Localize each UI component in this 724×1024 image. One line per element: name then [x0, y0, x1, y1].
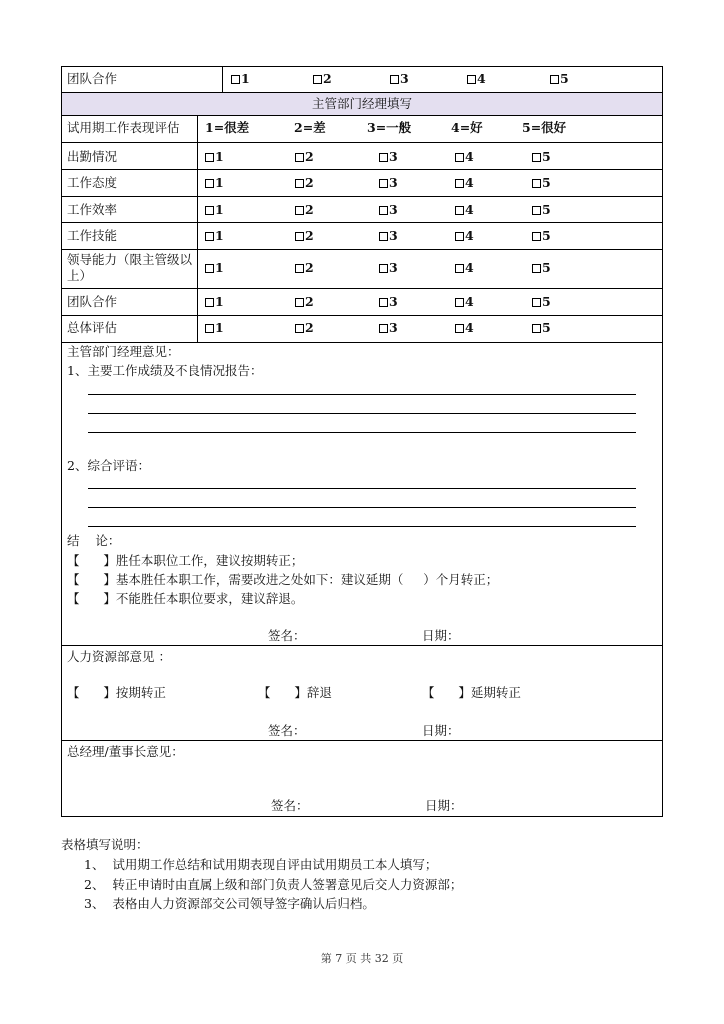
checkbox-icon [205, 153, 214, 162]
scale-item-1: 1=很差 [205, 120, 250, 135]
option-label: 2 [323, 71, 332, 86]
evaluation-form-table [61, 66, 663, 817]
manager-date-label: 日期： [422, 628, 460, 643]
team-row-option-4[interactable] [467, 71, 486, 87]
divider [61, 288, 663, 289]
writing-line[interactable] [88, 488, 636, 489]
manager-opinion-title: 主管部门经理意见： [67, 344, 180, 359]
checkbox-icon [205, 298, 214, 307]
option-label: 3 [389, 294, 398, 309]
option-label: 2 [305, 260, 314, 275]
rating-option-1-3[interactable] [379, 149, 398, 165]
checkbox-icon [532, 206, 541, 215]
rating-option-7-3[interactable] [379, 320, 398, 336]
team-row-option-5[interactable] [550, 71, 569, 87]
divider [61, 115, 663, 116]
rating-row-label-skills: 工作技能 [67, 228, 118, 243]
option-label: 3 [389, 260, 398, 275]
option-label: 2 [305, 175, 314, 190]
option-label: 5 [542, 175, 551, 190]
page-number: 第 7 页 共 32 页 [320, 952, 404, 965]
checkbox-icon [532, 264, 541, 273]
gm-date-label: 日期： [425, 798, 463, 813]
checkbox-icon [379, 153, 388, 162]
option-label: 1 [215, 228, 224, 243]
checkbox-icon [390, 75, 399, 84]
writing-line[interactable] [88, 413, 636, 414]
scale-item-2: 2=差 [294, 120, 326, 135]
checkbox-icon [205, 232, 214, 241]
rating-option-1-2[interactable] [295, 149, 314, 165]
checkbox-icon [455, 179, 464, 188]
writing-line[interactable] [88, 526, 636, 527]
checkbox-icon [379, 232, 388, 241]
conclusion-choice-dismiss[interactable]: 【 】不能胜任本职位要求，建议辞退。 [67, 591, 304, 606]
hr-choice-extend[interactable]: 【 】延期转正 [422, 685, 521, 700]
option-label: 5 [542, 260, 551, 275]
rating-option-2-1[interactable] [205, 175, 224, 191]
option-label: 5 [542, 228, 551, 243]
rating-option-7-4[interactable] [455, 320, 474, 336]
option-label: 1 [215, 320, 224, 335]
rating-row-label-overall: 总体评估 [67, 320, 118, 335]
option-label: 3 [389, 202, 398, 217]
option-label: 5 [542, 320, 551, 335]
rating-option-5-5[interactable] [532, 260, 551, 276]
rating-option-1-4[interactable] [455, 149, 474, 165]
divider [61, 645, 663, 646]
manager-opinion-item-1: 1、主要工作成绩及不良情况报告： [67, 363, 263, 378]
divider [222, 66, 223, 92]
rating-option-4-5[interactable] [532, 228, 551, 244]
option-label: 4 [465, 260, 474, 275]
checkbox-icon [455, 298, 464, 307]
hr-sign-label: 签名： [268, 723, 306, 738]
conclusion-label: 结 论： [67, 533, 121, 548]
option-label: 2 [305, 149, 314, 164]
manager-opinion-item-2: 2、综合评语： [67, 458, 150, 473]
option-label: 1 [215, 202, 224, 217]
checkbox-icon [205, 206, 214, 215]
option-label: 2 [305, 202, 314, 217]
divider [61, 740, 663, 741]
divider [197, 115, 198, 342]
option-label: 2 [305, 228, 314, 243]
checkbox-icon [455, 206, 464, 215]
checkbox-icon [295, 264, 304, 273]
option-label: 4 [465, 320, 474, 335]
rating-option-4-4[interactable] [455, 228, 474, 244]
option-label: 1 [215, 175, 224, 190]
option-label: 4 [465, 228, 474, 243]
option-label: 2 [305, 294, 314, 309]
rating-option-1-1[interactable] [205, 149, 224, 165]
checkbox-icon [532, 153, 541, 162]
checkbox-icon [379, 206, 388, 215]
notes-item-1: 1、 试用期工作总结和试用期表现自评由试用期员工本人填写； [84, 857, 438, 872]
checkbox-icon [550, 75, 559, 84]
hr-date-label: 日期： [422, 723, 460, 738]
rating-option-5-3[interactable] [379, 260, 398, 276]
rating-row-label-teamwork: 团队合作 [67, 294, 118, 309]
checkbox-icon [379, 264, 388, 273]
scale-item-5: 5=很好 [522, 120, 567, 135]
option-label: 3 [400, 71, 409, 86]
checkbox-icon [532, 298, 541, 307]
team-row-option-3[interactable] [390, 71, 409, 87]
team-row-label: 团队合作 [67, 71, 118, 86]
rating-option-7-2[interactable] [295, 320, 314, 336]
checkbox-icon [295, 179, 304, 188]
hr-choice-dismiss[interactable]: 【 】辞退 [258, 685, 332, 700]
option-label: 5 [542, 294, 551, 309]
checkbox-icon [455, 264, 464, 273]
rating-option-5-2[interactable] [295, 260, 314, 276]
checkbox-icon [295, 324, 304, 333]
option-label: 1 [215, 294, 224, 309]
option-label: 3 [389, 175, 398, 190]
rating-option-2-2[interactable] [295, 175, 314, 191]
checkbox-icon [455, 232, 464, 241]
team-row-option-2[interactable] [313, 71, 332, 87]
divider [61, 342, 663, 343]
checkbox-icon [467, 75, 476, 84]
checkbox-icon [205, 264, 214, 273]
rating-option-6-4[interactable] [455, 294, 474, 310]
divider [61, 142, 663, 143]
team-row-option-1[interactable] [231, 71, 250, 87]
rating-option-1-5[interactable] [532, 149, 551, 165]
option-label: 1 [215, 260, 224, 275]
option-label: 1 [215, 149, 224, 164]
hr-opinion-title: 人力资源部意见 ： [67, 649, 171, 664]
checkbox-icon [295, 232, 304, 241]
option-label: 4 [465, 175, 474, 190]
rating-option-4-3[interactable] [379, 228, 398, 244]
scale-item-4: 4=好 [451, 120, 483, 135]
option-label: 4 [465, 294, 474, 309]
option-label: 5 [542, 202, 551, 217]
rating-option-2-3[interactable] [379, 175, 398, 191]
checkbox-icon [532, 232, 541, 241]
writing-line[interactable] [88, 394, 636, 395]
gm-opinion-title: 总经理/董事长意见： [67, 744, 184, 759]
scale-label: 试用期工作表现评估 [67, 120, 180, 135]
divider [61, 196, 663, 197]
scale-item-3: 3=一般 [367, 120, 412, 135]
hr-choice-approve[interactable]: 【 】按期转正 [67, 685, 166, 700]
rating-row-label-attitude: 工作态度 [67, 175, 118, 190]
checkbox-icon [295, 153, 304, 162]
rating-option-6-2[interactable] [295, 294, 314, 310]
rating-option-7-5[interactable] [532, 320, 551, 336]
option-label: 4 [465, 202, 474, 217]
gm-sign-label: 签名： [271, 798, 309, 813]
checkbox-icon [532, 324, 541, 333]
checkbox-icon [313, 75, 322, 84]
checkbox-icon [231, 75, 240, 84]
rating-option-6-1[interactable] [205, 294, 224, 310]
rating-row-label-attendance: 出勤情况 [67, 149, 118, 164]
conclusion-choice-extend[interactable]: 【 】基本胜任本职工作，需要改进之处如下：建议延期（ ）个月转正； [67, 572, 499, 587]
option-label: 5 [560, 71, 569, 86]
rating-row-label-leadership-line2: 上） [67, 268, 93, 283]
rating-option-4-2[interactable] [295, 228, 314, 244]
notes-title: 表格填写说明： [61, 837, 149, 852]
rating-option-2-4[interactable] [455, 175, 474, 191]
rating-option-3-4[interactable] [455, 202, 474, 218]
rating-option-4-1[interactable] [205, 228, 224, 244]
option-label: 1 [241, 71, 250, 86]
option-label: 4 [465, 149, 474, 164]
writing-line[interactable] [88, 507, 636, 508]
rating-option-2-5[interactable] [532, 175, 551, 191]
notes-item-3: 3、 表格由人力资源部交公司领导签字确认后归档。 [84, 896, 375, 911]
checkbox-icon [205, 324, 214, 333]
option-label: 2 [305, 320, 314, 335]
divider [61, 222, 663, 223]
checkbox-icon [455, 153, 464, 162]
manager-section-header: 主管部门经理填写 [311, 96, 412, 111]
option-label: 5 [542, 149, 551, 164]
rating-option-3-1[interactable] [205, 202, 224, 218]
rating-option-6-3[interactable] [379, 294, 398, 310]
checkbox-icon [379, 298, 388, 307]
rating-option-3-5[interactable] [532, 202, 551, 218]
rating-option-7-1[interactable] [205, 320, 224, 336]
option-label: 3 [389, 320, 398, 335]
rating-option-5-4[interactable] [455, 260, 474, 276]
writing-line[interactable] [88, 432, 636, 433]
rating-option-6-5[interactable] [532, 294, 551, 310]
option-label: 4 [477, 71, 486, 86]
rating-row-label-efficiency: 工作效率 [67, 202, 118, 217]
rating-option-3-3[interactable] [379, 202, 398, 218]
conclusion-choice-approve[interactable]: 【 】胜任本职位工作，建议按期转正； [67, 553, 304, 568]
divider [61, 249, 663, 250]
checkbox-icon [532, 179, 541, 188]
notes-item-2: 2、 转正申请时由直属上级和部门负责人签署意见后交人力资源部； [84, 877, 463, 892]
rating-row-label-leadership-line1: 领导能力（限主管级以 [67, 252, 193, 267]
divider [61, 315, 663, 316]
checkbox-icon [379, 179, 388, 188]
rating-option-5-1[interactable] [205, 260, 224, 276]
option-label: 3 [389, 149, 398, 164]
manager-sign-label: 签名： [268, 628, 306, 643]
divider [61, 169, 663, 170]
checkbox-icon [455, 324, 464, 333]
rating-option-3-2[interactable] [295, 202, 314, 218]
checkbox-icon [205, 179, 214, 188]
option-label: 3 [389, 228, 398, 243]
checkbox-icon [379, 324, 388, 333]
checkbox-icon [295, 298, 304, 307]
checkbox-icon [295, 206, 304, 215]
